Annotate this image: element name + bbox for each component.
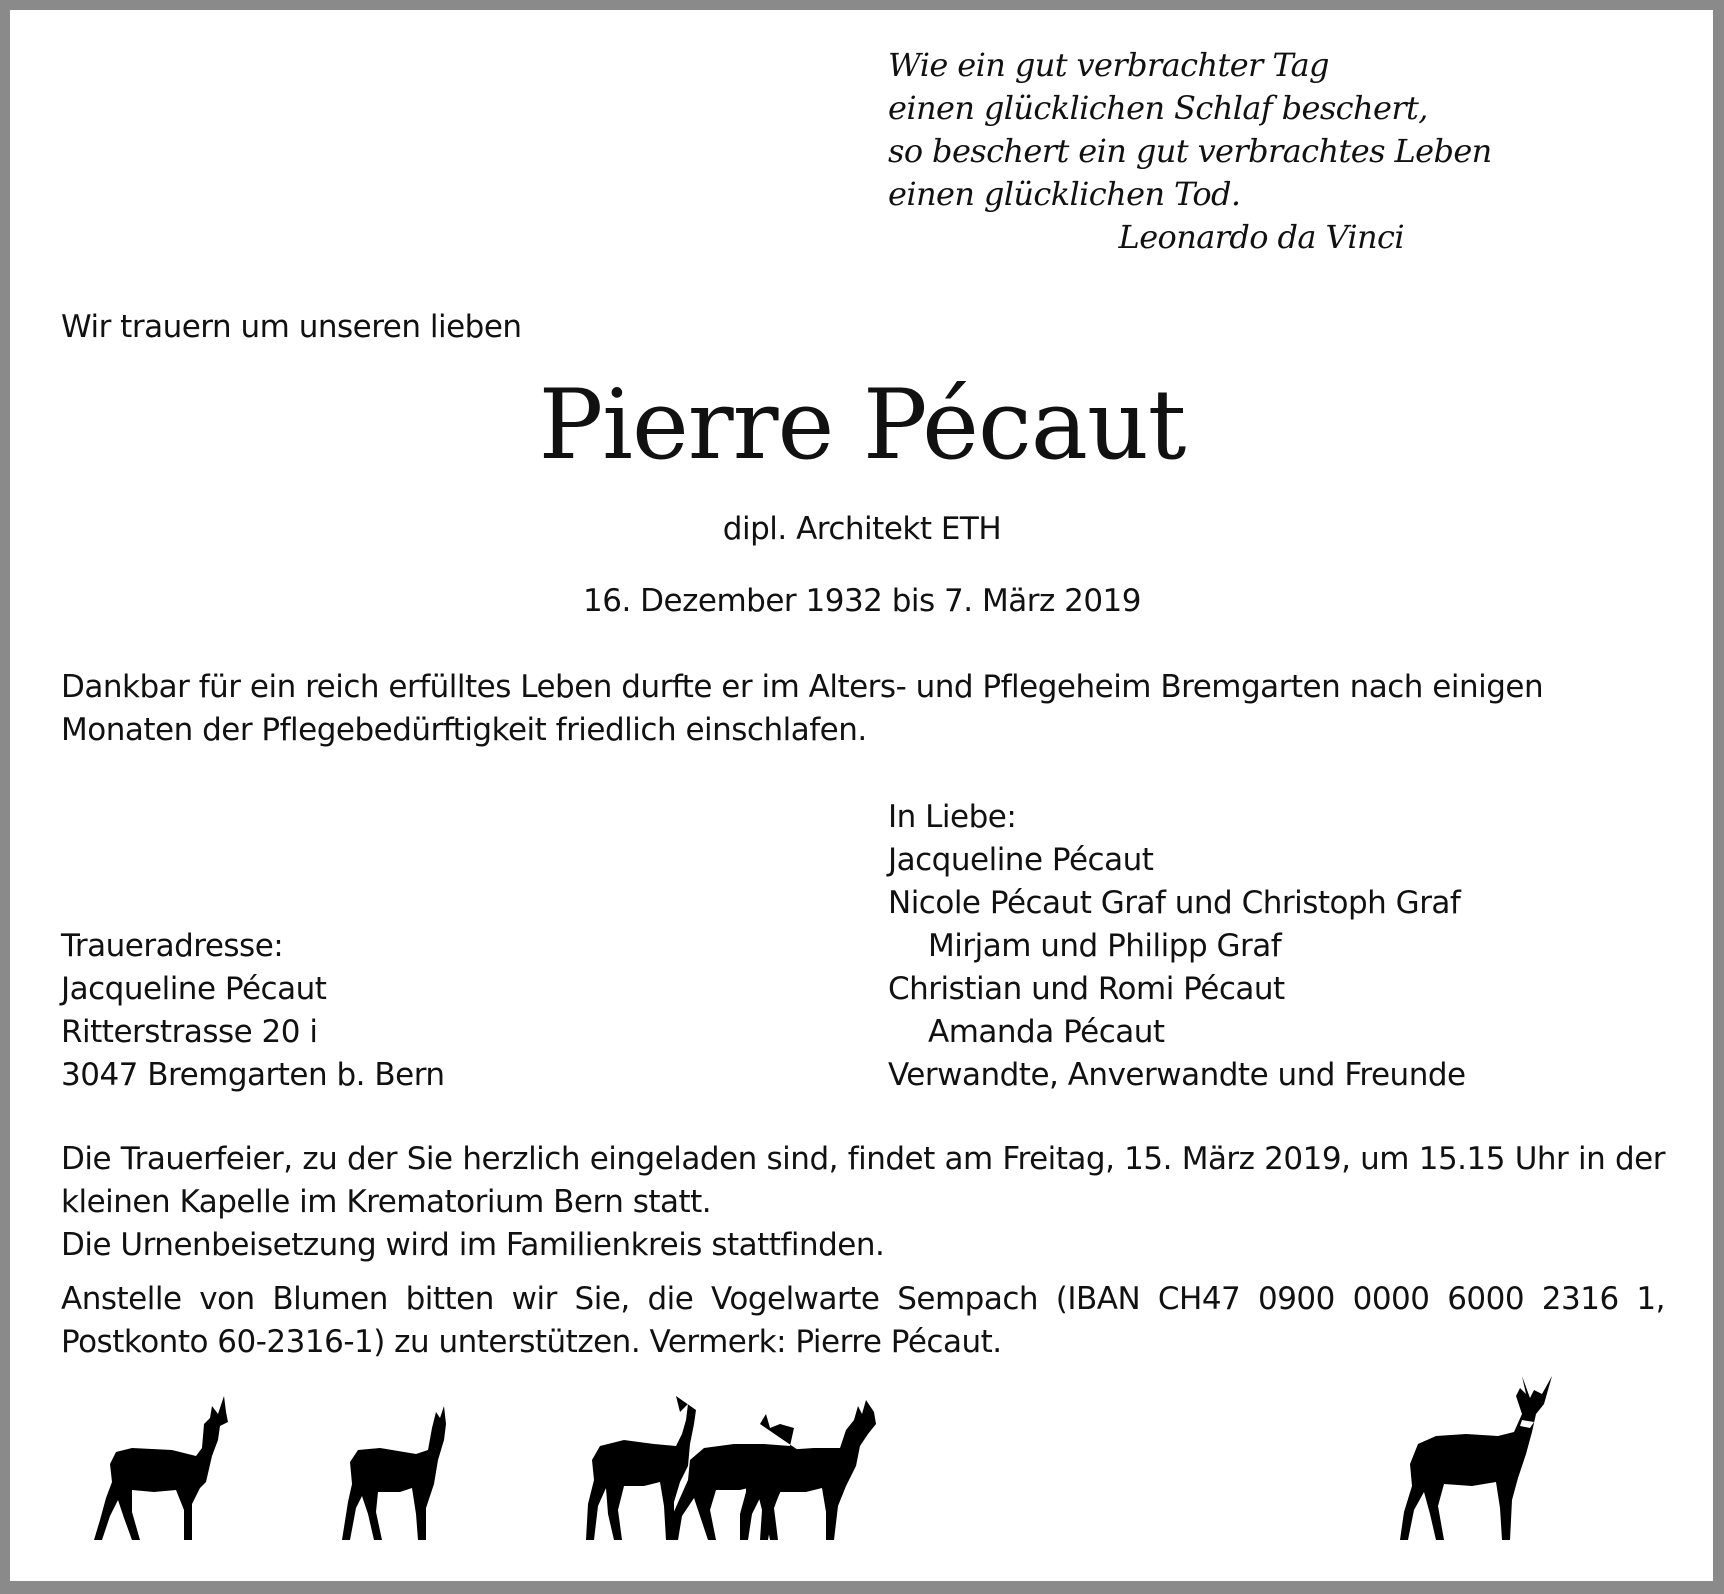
intro-text: Wir trauern um unseren lieben	[61, 309, 522, 345]
life-dates: 16. Dezember 1932 bis 7. März 2019	[583, 583, 1141, 619]
address-heading: Traueradresse:	[61, 928, 284, 964]
deer-silhouette-icon	[1396, 1374, 1566, 1542]
family-member: Mirjam und Philipp Graf	[928, 928, 1282, 964]
address-city: 3047 Bremgarten b. Bern	[61, 1057, 445, 1093]
passing-paragraph: Dankbar für ein reich erfülltes Leben durfte er im Alters- und Pflegeheim Bremgarten nach einigen Monaten der Pflegebedürftigkeit friedlich einschlafen.	[61, 669, 1544, 748]
address-street: Ritterstrasse 20 i	[61, 1014, 318, 1050]
quote-line: so beschert ein gut verbrachtes Leben	[888, 132, 1492, 170]
mourning-address	[61, 925, 445, 1097]
deer-silhouette-icon	[584, 1394, 904, 1544]
family-member: Nicole Pécaut Graf und Christoph Graf	[888, 885, 1461, 921]
quote-block	[888, 44, 1492, 259]
family-member: Amanda Pécaut	[928, 1014, 1165, 1050]
family-heading: In Liebe:	[888, 799, 1017, 835]
deer-silhouette-icon	[92, 1392, 242, 1542]
family-member: Christian und Romi Pécaut	[888, 971, 1285, 1007]
ceremony-paragraph: Die Trauerfeier, zu der Sie herzlich eingeladen sind, findet am Freitag, 15. März 2019, um 15.15 Uhr in der kleinen Kapelle im Krematorium Bern statt.	[61, 1141, 1665, 1220]
deer-silhouette-icon	[340, 1404, 460, 1542]
family-member: Verwandte, Anverwandte und Freunde	[888, 1057, 1466, 1093]
quote-line: einen glücklichen Schlaf beschert,	[888, 89, 1428, 127]
quote-line: einen glücklichen Tod.	[888, 175, 1241, 213]
deceased-name: Pierre Pécaut	[538, 369, 1186, 481]
donation-paragraph: Anstelle von Blumen bitten wir Sie, die Vogelwarte Sempach (IBAN CH47 0900 0000 6000 2316 1, Postkonto 60-2316-1) zu unterstützen. Vermerk: Pierre Pécaut.	[61, 1281, 1665, 1360]
family-block	[888, 796, 1466, 1097]
burial-text: Die Urnenbeisetzung wird im Familienkreis stattfinden.	[61, 1227, 885, 1263]
address-name: Jacqueline Pécaut	[61, 971, 327, 1007]
quote-author: Leonardo da Vinci	[1118, 218, 1404, 256]
profession-title: dipl. Architekt ETH	[722, 511, 1002, 547]
quote-line: Wie ein gut verbrachter Tag	[888, 46, 1329, 84]
family-member: Jacqueline Pécaut	[888, 842, 1154, 878]
